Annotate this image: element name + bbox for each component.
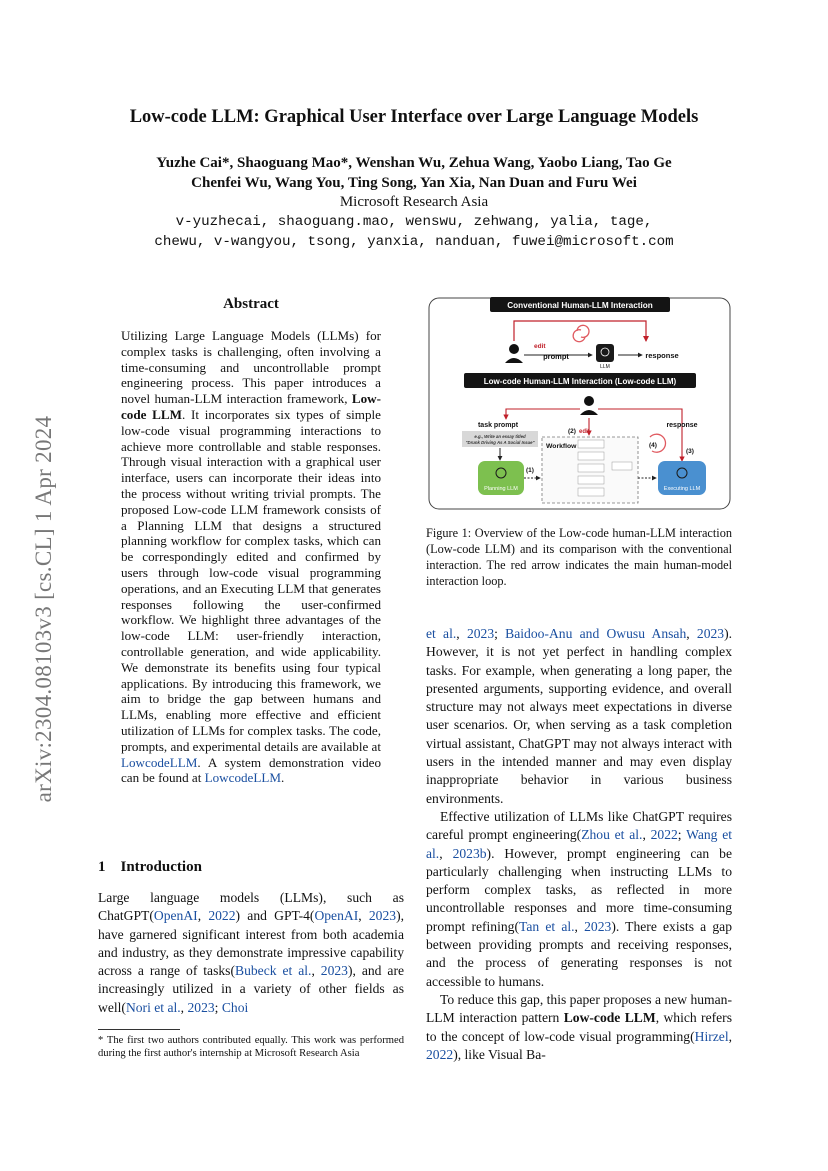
- body-text: , which refers to the concept of low-code visual programming(: [426, 1010, 732, 1044]
- step-1-label: (1): [526, 467, 534, 474]
- citation-link[interactable]: 2023: [696, 626, 725, 641]
- body-text: ). There exists a gap between providing prompts and receiving responses, and the process of generating responses is not accessible to humans.: [426, 918, 732, 989]
- intro-text: Large language models (LLMs), such as ChatGPT(: [98, 890, 404, 924]
- citation-link[interactable]: 2022: [426, 1046, 454, 1062]
- section-title: Introduction: [120, 859, 202, 875]
- llm-label: LLM: [600, 364, 610, 370]
- figure-1: [428, 297, 731, 510]
- citation-link[interactable]: Choi: [221, 999, 249, 1015]
- edit-label-lowcode: edit: [579, 429, 590, 435]
- edit-label: edit: [534, 343, 546, 350]
- abstract-paragraph: [121, 328, 381, 786]
- figure-caption: Figure 1: Overview of the Low-code human-LLM interaction (Low-code LLM) and its comparison with the conventional interaction. The red arrow indicates the main human-model interaction loop.: [426, 526, 732, 588]
- abstract-text-d: .: [280, 770, 285, 786]
- workflow-label: Workflow: [546, 443, 577, 450]
- section-heading: [98, 859, 202, 876]
- arxiv-identifier: arXiv:2304.08103v3 [cs.CL] 1 Apr 2024: [31, 415, 56, 803]
- citation-link[interactable]: 2023: [466, 626, 495, 641]
- intro-text: ;: [214, 999, 222, 1015]
- bold-term: Low-code LLM: [563, 1010, 656, 1026]
- step-2-label: (2): [568, 428, 576, 435]
- intro-text: ,: [311, 963, 321, 979]
- body-text: ), like Visual Ba-: [453, 1046, 546, 1062]
- planning-llm-label: Planning LLM: [484, 486, 518, 492]
- affiliation: Microsoft Research Asia: [339, 194, 489, 210]
- intro-text: ), and are increasingly utilized in a variety of other fields as well(: [98, 963, 404, 1015]
- body-text: ,: [728, 1028, 732, 1044]
- llm-chip-icon: [596, 344, 614, 362]
- abstract-body: [121, 328, 381, 786]
- abstract-bold-term: Low-code LLM: [121, 391, 381, 422]
- citation-link[interactable]: et al.: [426, 626, 457, 641]
- prompt-label: prompt: [543, 352, 569, 361]
- abstract-heading: Abstract: [223, 296, 279, 312]
- citation-link[interactable]: Bubeck et al.: [235, 963, 312, 979]
- citation-link[interactable]: Zhou et al.: [581, 827, 643, 843]
- video-link[interactable]: LowcodeLLM: [204, 770, 281, 786]
- task-prompt-label: task prompt: [477, 422, 519, 429]
- body-text: ). However, it is not yet perfect in handling complex tasks. For example, when generating a long paper, the presented arguments, supporting evidence, and overall structure may not always meet expectations in diverse user scenarios. Or, when serving as a task completion virtual assistant, ChatGPT may not always interact with users in the intended manner and may even display inappropriate behavior in various business environments.: [426, 626, 733, 806]
- body-text: ;: [494, 626, 506, 641]
- body-text: ,: [574, 918, 585, 934]
- citation-link[interactable]: 2023: [320, 963, 348, 979]
- citation-link[interactable]: 2022: [208, 908, 236, 924]
- response-label: response: [645, 351, 679, 360]
- executing-llm-label: Executing LLM: [663, 486, 701, 492]
- right-paragraph-1: [426, 625, 732, 808]
- footnote: * The first two authors contributed equally. This work was performed during the first author's internship at Microsoft Research Asia: [98, 1035, 404, 1060]
- citation-link[interactable]: 2023: [187, 999, 215, 1015]
- right-column-body: [426, 625, 732, 1064]
- lowcode-header: Low-code Human-LLM Interaction (Low-code LLM): [483, 377, 677, 386]
- step-4-label: (4): [649, 442, 657, 449]
- intro-body: [98, 889, 404, 1017]
- author-line-1: Yuzhe Cai*, Shaoguang Mao*, Wenshan Wu, Zehua Wang, Yaobo Liang, Tao Ge: [156, 155, 672, 171]
- body-text: ,: [686, 626, 697, 641]
- body-text: Effective utilization of LLMs like ChatGPT requires careful prompt engineering(: [426, 808, 732, 843]
- intro-paragraph: [98, 889, 404, 1017]
- footnote-rule: [98, 1029, 180, 1030]
- conventional-header: Conventional Human-LLM Interaction: [507, 301, 653, 310]
- intro-text: ,: [197, 908, 209, 924]
- citation-link[interactable]: 2023b: [452, 845, 487, 861]
- intro-text: ,: [180, 999, 188, 1015]
- author-line-2: Chenfei Wu, Wang You, Ting Song, Yan Xia, Nan Duan and Furu Wei: [191, 175, 637, 191]
- example-line-2: "Drunk Driving As A Social Issue": [465, 440, 535, 445]
- intro-text: ), have garnered significant interest from both academia and industry, as they demonstrate impressive capability across a range of tasks(: [98, 908, 404, 979]
- example-line-1: e.g., Write an essay titled: [474, 434, 526, 439]
- body-text: ,: [439, 845, 453, 861]
- section-number: 1: [98, 859, 106, 875]
- abstract-text-a: Utilizing Large Language Models (LLMs) for complex tasks is challenging, often involving a time-consuming and uncontrollable prompt engineering process. This paper introduces a novel human-LLM interaction framework,: [121, 328, 381, 407]
- right-paragraph-3: [426, 991, 732, 1064]
- email-line-1: v-yuzhecai, shaoguang.mao, wenswu, zehwang, yalia, tage,: [175, 214, 653, 230]
- citation-link[interactable]: 2023: [368, 908, 397, 924]
- body-text: To reduce this gap, this paper proposes a new human-LLM interaction pattern: [426, 991, 732, 1026]
- intro-text: ,: [358, 908, 369, 924]
- citation-link[interactable]: Baidoo-Anu and Owusu Ansah: [505, 626, 687, 641]
- abstract-text-b: . It incorporates six types of simple low-code visual programming interactions to achieve more controllable and stable responses. Through visual interaction with a graphical user interface, users can incorporate their ideas into the process without writing trivial prompts. The proposed Low-code LLM framework consists of a Planning LLM that designs a structured planning workflow for complex tasks, which can be correspondingly edited and confirmed by users through low-code visual programming operations, and an Executing LLM that generates responses following the user-confirmed workflow. We highlight three advantages of the low-code LLM: user-friendly interaction, controllable generation, and wide applicability. We demonstrate its benefits using four typical applications. By introducing this framework, we aim to bridge the gap between humans and LLMs, enabling more effective and efficient utilization of LLMs for complex tasks. The code, prompts, and experimental details are available at: [121, 406, 381, 754]
- email-line-2: chewu, v-wangyou, tsong, yanxia, nanduan, fuwei@microsoft.com: [154, 234, 674, 250]
- citation-link[interactable]: Nori et al.: [125, 999, 181, 1015]
- citation-link[interactable]: OpenAI: [153, 908, 198, 924]
- paper-title: Low-code LLM: Graphical User Interface over Large Language Models: [129, 107, 699, 127]
- citation-link[interactable]: 2022: [650, 827, 678, 843]
- abstract-text-c: . A system demonstration video can be found at: [121, 754, 381, 786]
- citation-link[interactable]: Hirzel: [694, 1028, 729, 1044]
- right-paragraph-2: [426, 808, 732, 991]
- code-link[interactable]: LowcodeLLM: [121, 754, 198, 770]
- step-3-label: (3): [686, 448, 694, 455]
- citation-link[interactable]: OpenAI: [314, 908, 359, 924]
- citation-link[interactable]: 2023: [584, 918, 612, 934]
- citation-link[interactable]: Tan et al.: [519, 918, 575, 934]
- intro-text: ) and GPT-4(: [235, 908, 315, 924]
- body-text: ,: [456, 626, 467, 641]
- response-label-lowcode: response: [666, 422, 698, 429]
- body-text: ,: [642, 827, 651, 843]
- citation-link[interactable]: Wang et al.: [426, 827, 733, 861]
- body-text: ;: [677, 827, 687, 843]
- figure-diagram: [428, 297, 731, 510]
- body-text: ). However, prompt engineering can be particularly challenging when instructing LLMs to perform complex tasks, as reflected in more uncontrollable responses and more time-consuming prompt refining(: [426, 845, 732, 934]
